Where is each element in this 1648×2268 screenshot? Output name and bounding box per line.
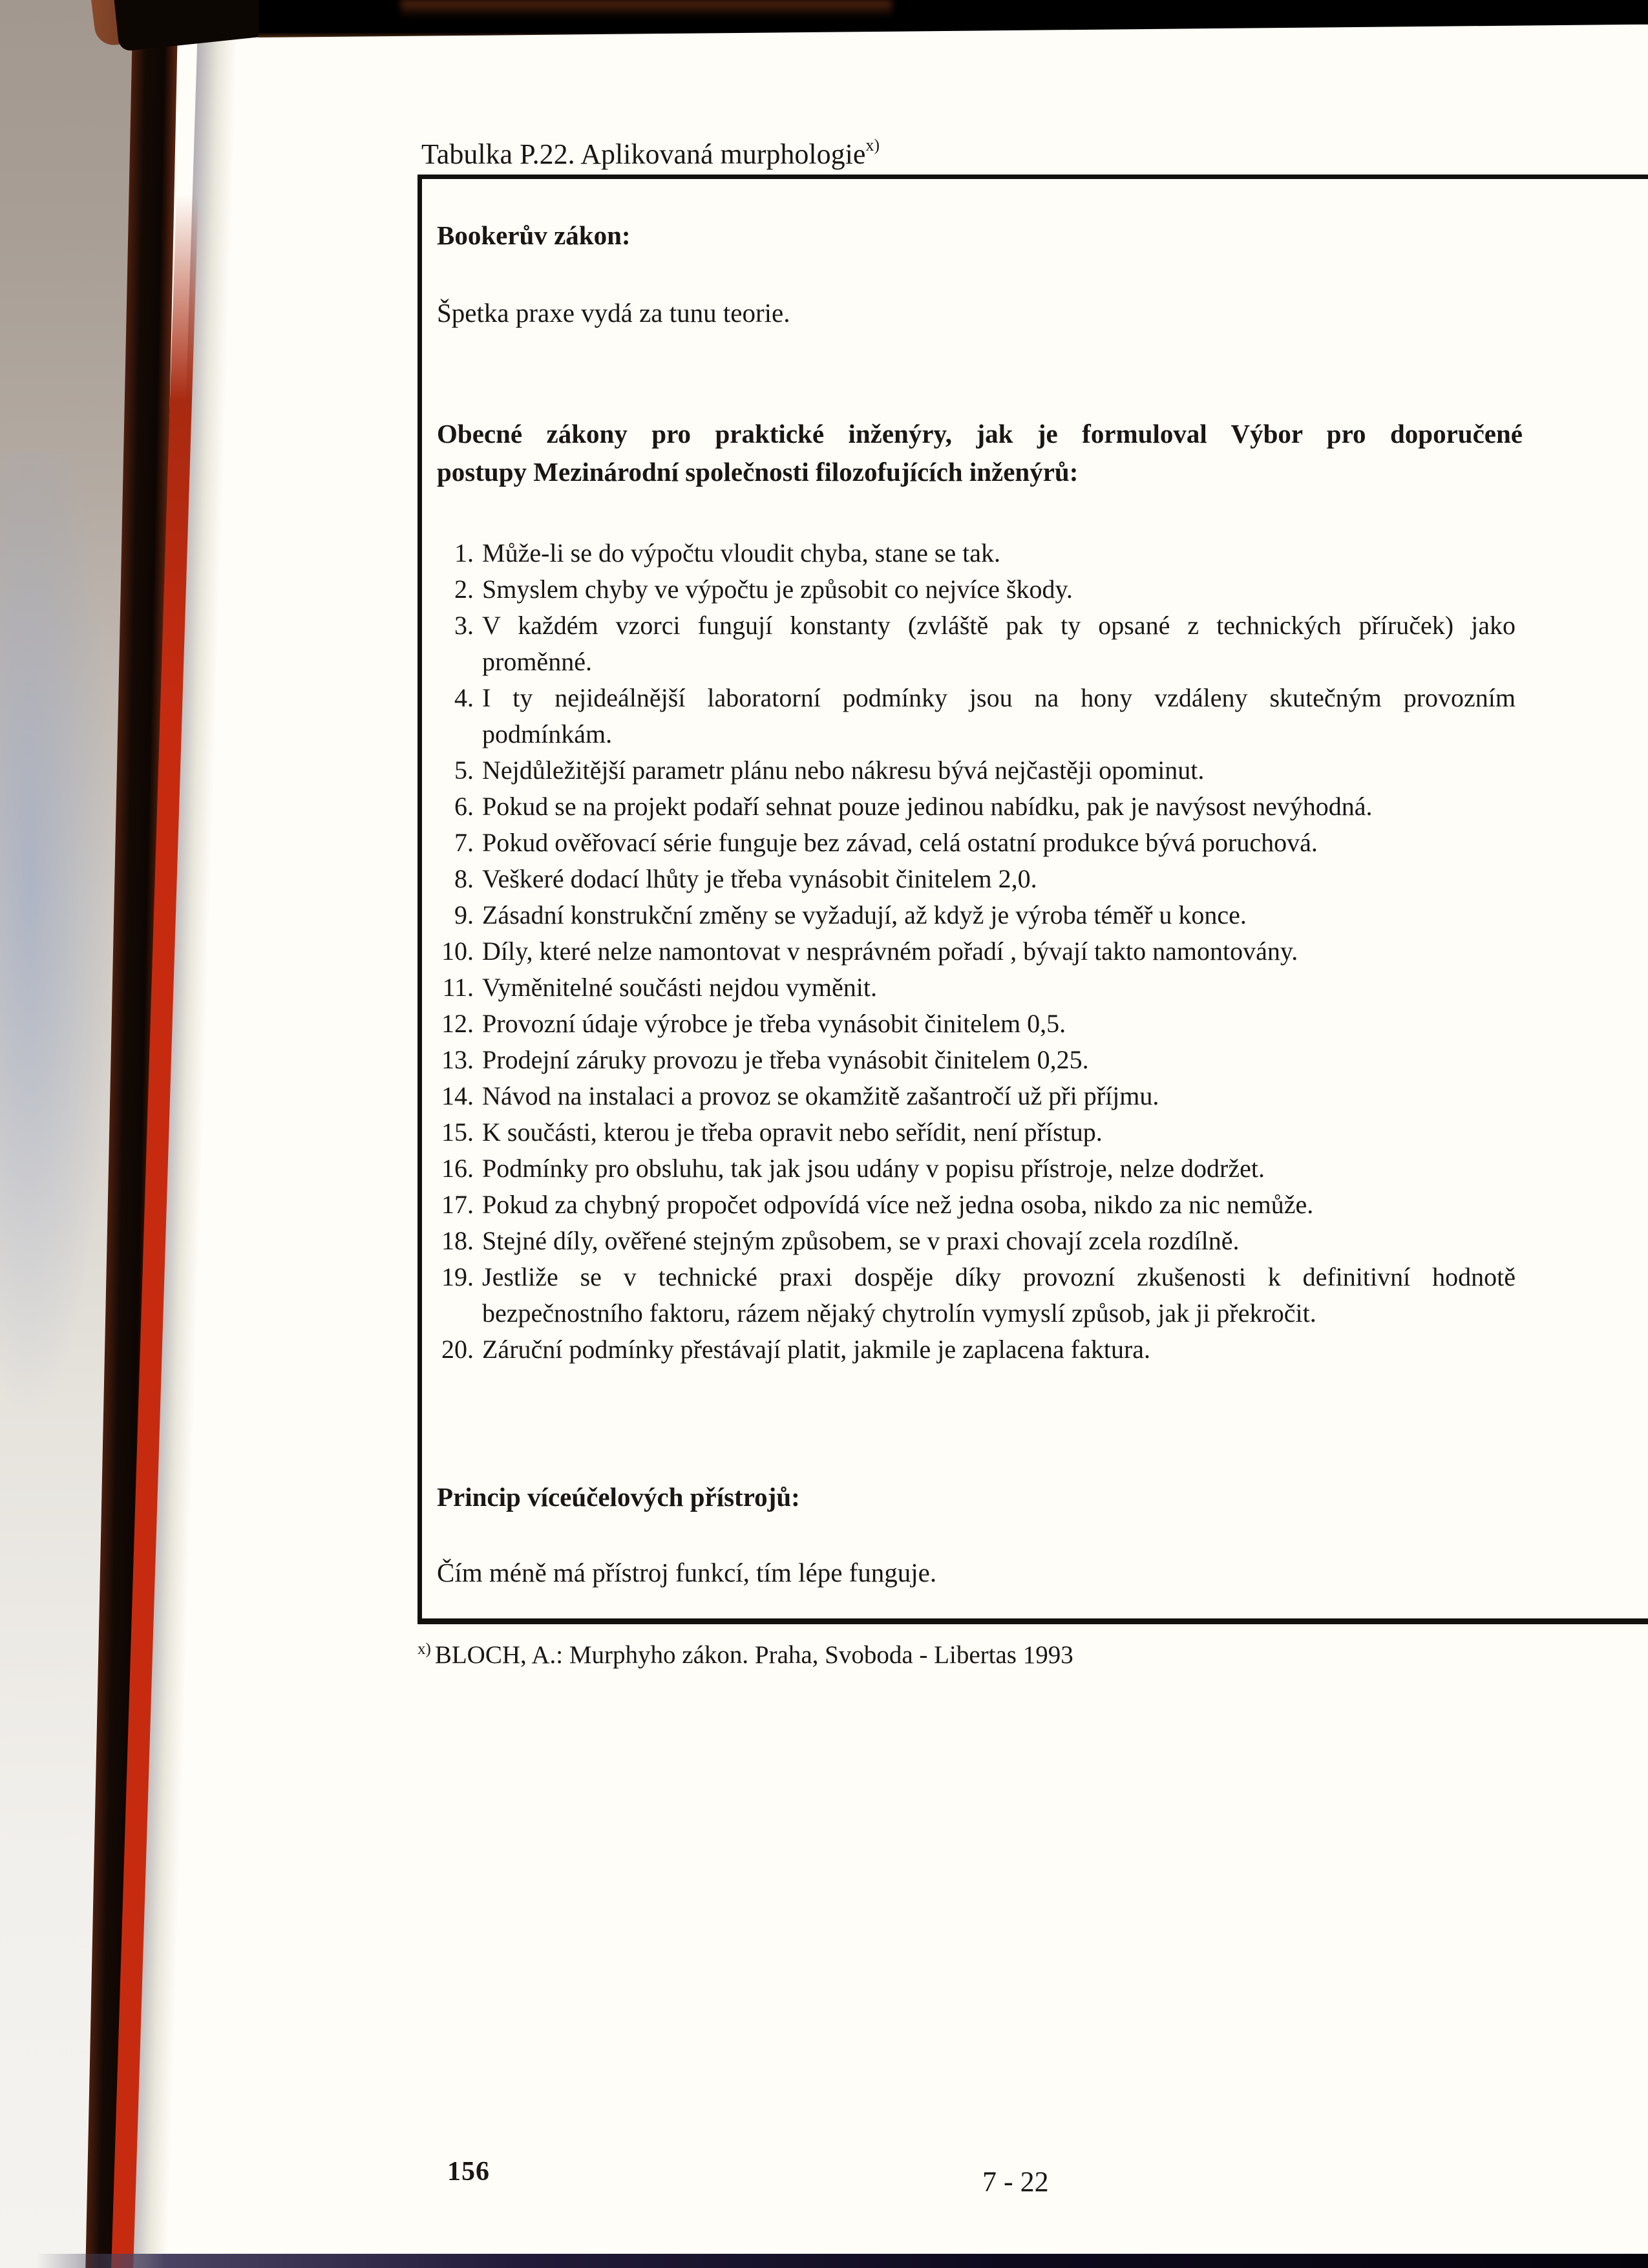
law-number: 8. — [454, 864, 474, 893]
law-text-line: Stejné díly, ověřené stejným způsobem, se v praxi chovají zcela rozdílně. — [482, 1226, 1240, 1255]
law-text-line: proměnné. — [482, 647, 592, 676]
law-body — [482, 752, 1516, 789]
table-caption-text: Tabulka P.22. Aplikovaná murphologie — [421, 138, 866, 170]
law-text-line: Vyměnitelné součásti nejdou vyměnit. — [482, 973, 877, 1002]
law-number: 4. — [454, 683, 474, 712]
page-number: 156 — [447, 2157, 490, 2187]
law-number: 14. — [441, 1081, 474, 1110]
law-number: 3. — [454, 611, 474, 640]
law-item — [427, 1331, 1516, 1368]
law-text-line: Pokud za chybný propočet odpovídá více než jedna osoba, nikdo za nic nemůže. — [482, 1190, 1314, 1219]
law-text-line: podmínkám. — [482, 719, 613, 748]
law-number: 13. — [441, 1045, 474, 1074]
law-text-line: Veškeré dodací lhůty je třeba vynásobit činitelem 2,0. — [482, 864, 1037, 893]
law-text-line: Smyslem chyby ve výpočtu je způsobit co nejvíce škody. — [482, 575, 1073, 604]
law-item — [427, 1078, 1516, 1114]
law-body — [482, 1042, 1516, 1078]
law-body — [482, 1223, 1516, 1259]
law-item — [427, 897, 1516, 933]
general-laws-heading-line1: Obecné zákony pro praktické inženýry, jak je formuloval Výbor pro doporučené — [437, 419, 1523, 449]
law-body — [482, 571, 1516, 608]
law-text-line: Pokud ověřovací série funguje bez závad, celá ostatní produkce bývá poruchová. — [482, 828, 1318, 857]
law-text-line: Záruční podmínky přestávají platit, jakmile je zaplacena faktura. — [482, 1335, 1151, 1364]
scan-top-brown-smear — [401, 0, 892, 17]
law-body — [482, 535, 1516, 571]
law-body — [482, 825, 1516, 861]
law-body — [482, 933, 1516, 970]
law-text-line: Podmínky pro obsluhu, tak jak jsou udány v popisu přístroje, nelze dodržet. — [482, 1154, 1265, 1183]
general-laws-heading-line2: postupy Mezinárodní společnosti filozofujících inženýrů: — [437, 457, 1079, 487]
law-text-line: K součásti, kterou je třeba opravit nebo seřídit, není přístup. — [482, 1118, 1103, 1147]
law-body — [482, 1259, 1516, 1331]
scan-blue-tint — [0, 452, 116, 1422]
law-body — [482, 970, 1516, 1006]
law-body — [482, 680, 1516, 752]
law-body — [482, 1114, 1516, 1150]
law-number: 10. — [441, 937, 474, 966]
law-text-line: I ty nejideálnější laboratorní podmínky jsou na hony vzdáleny skutečným provozním — [482, 683, 1516, 712]
footnote-text: BLOCH, A.: Murphyho zákon. Praha, Svoboda - Libertas 1993 — [434, 1641, 1073, 1669]
law-item — [427, 1223, 1516, 1259]
law-text-line: Zásadní konstrukční změny se vyžadují, až když je výroba téměř u konce. — [482, 900, 1247, 929]
law-number: 20. — [441, 1335, 474, 1364]
law-text-line: Díly, které nelze namontovat v nesprávném pořadí , bývají takto namontovány. — [482, 937, 1298, 966]
law-item — [427, 571, 1516, 608]
general-laws-heading — [437, 415, 1523, 491]
law-text-line: Může-li se do výpočtu vloudit chyba, stane se tak. — [482, 538, 1001, 567]
law-text-line: Jestliže se v technické praxi dospěje díky provozní zkušenosti k definitivní hodnotě — [482, 1262, 1516, 1291]
principle-text: Čím méně má přístroj funkcí, tím lépe funguje. — [437, 1558, 937, 1587]
law-item — [427, 1006, 1516, 1042]
law-number: 5. — [454, 756, 474, 785]
law-item — [427, 1187, 1516, 1223]
law-body — [482, 1006, 1516, 1042]
law-item — [427, 1150, 1516, 1187]
principle-heading: Princip víceúčelových přístrojů: — [437, 1482, 800, 1512]
law-item — [427, 680, 1516, 752]
law-item — [427, 1259, 1516, 1331]
laws-list — [427, 535, 1516, 1368]
booker-law-heading: Bookerův zákon: — [437, 220, 631, 250]
law-item — [427, 933, 1516, 970]
law-text-line: Nejdůležitější parametr plánu nebo nákresu bývá nejčastěji opominut. — [482, 756, 1205, 785]
law-number: 18. — [441, 1226, 474, 1255]
law-item — [427, 1114, 1516, 1150]
law-text-line: Prodejní záruky provozu je třeba vynásobit činitelem 0,25. — [482, 1045, 1089, 1074]
law-number: 12. — [441, 1009, 474, 1038]
law-text-line: Pokud se na projekt podaří sehnat pouze jedinou nabídku, pak je navýsost nevýhodná. — [482, 792, 1373, 821]
law-body — [482, 789, 1516, 825]
law-text-line: Provozní údaje výrobce je třeba vynásobit činitelem 0,5. — [482, 1009, 1066, 1038]
footnote — [417, 1640, 1073, 1669]
law-body — [482, 1078, 1516, 1114]
table-caption-footnote-marker: x) — [865, 136, 880, 155]
law-body — [482, 897, 1516, 933]
table-caption — [421, 138, 880, 172]
law-number: 6. — [454, 792, 474, 821]
law-item — [427, 752, 1516, 789]
law-number: 7. — [454, 828, 474, 857]
law-item — [427, 535, 1516, 571]
law-item — [427, 825, 1516, 861]
law-body — [482, 861, 1516, 897]
law-text-line: Návod na instalaci a provoz se okamžitě zašantročí už při příjmu. — [482, 1081, 1159, 1110]
law-number: 1. — [454, 538, 474, 567]
law-item — [427, 608, 1516, 680]
law-number: 16. — [441, 1154, 474, 1183]
law-text-line: V každém vzorci fungují konstanty (zvláště pak ty opsané z technických příruček) jako — [482, 611, 1516, 640]
footnote-marker: x) — [417, 1640, 431, 1658]
law-number: 17. — [441, 1190, 474, 1219]
law-body — [482, 1331, 1516, 1368]
law-number: 19. — [441, 1262, 474, 1291]
law-body — [482, 1150, 1516, 1187]
law-number: 15. — [441, 1118, 474, 1147]
law-number: 11. — [442, 973, 474, 1002]
law-body — [482, 608, 1516, 680]
law-item — [427, 789, 1516, 825]
law-number: 2. — [454, 575, 474, 604]
law-item — [427, 970, 1516, 1006]
booker-law-text: Špetka praxe vydá za tunu teorie. — [437, 298, 790, 328]
law-item — [427, 1042, 1516, 1078]
chapter-page-number: 7 - 22 — [982, 2166, 1049, 2198]
scan-bottom-dark-band — [36, 2254, 1648, 2268]
law-item — [427, 861, 1516, 897]
law-number: 9. — [454, 900, 474, 929]
law-text-line: bezpečnostního faktoru, rázem nějaký chytrolín vymyslí způsob, jak ji překročit. — [482, 1298, 1316, 1328]
law-body — [482, 1187, 1516, 1223]
